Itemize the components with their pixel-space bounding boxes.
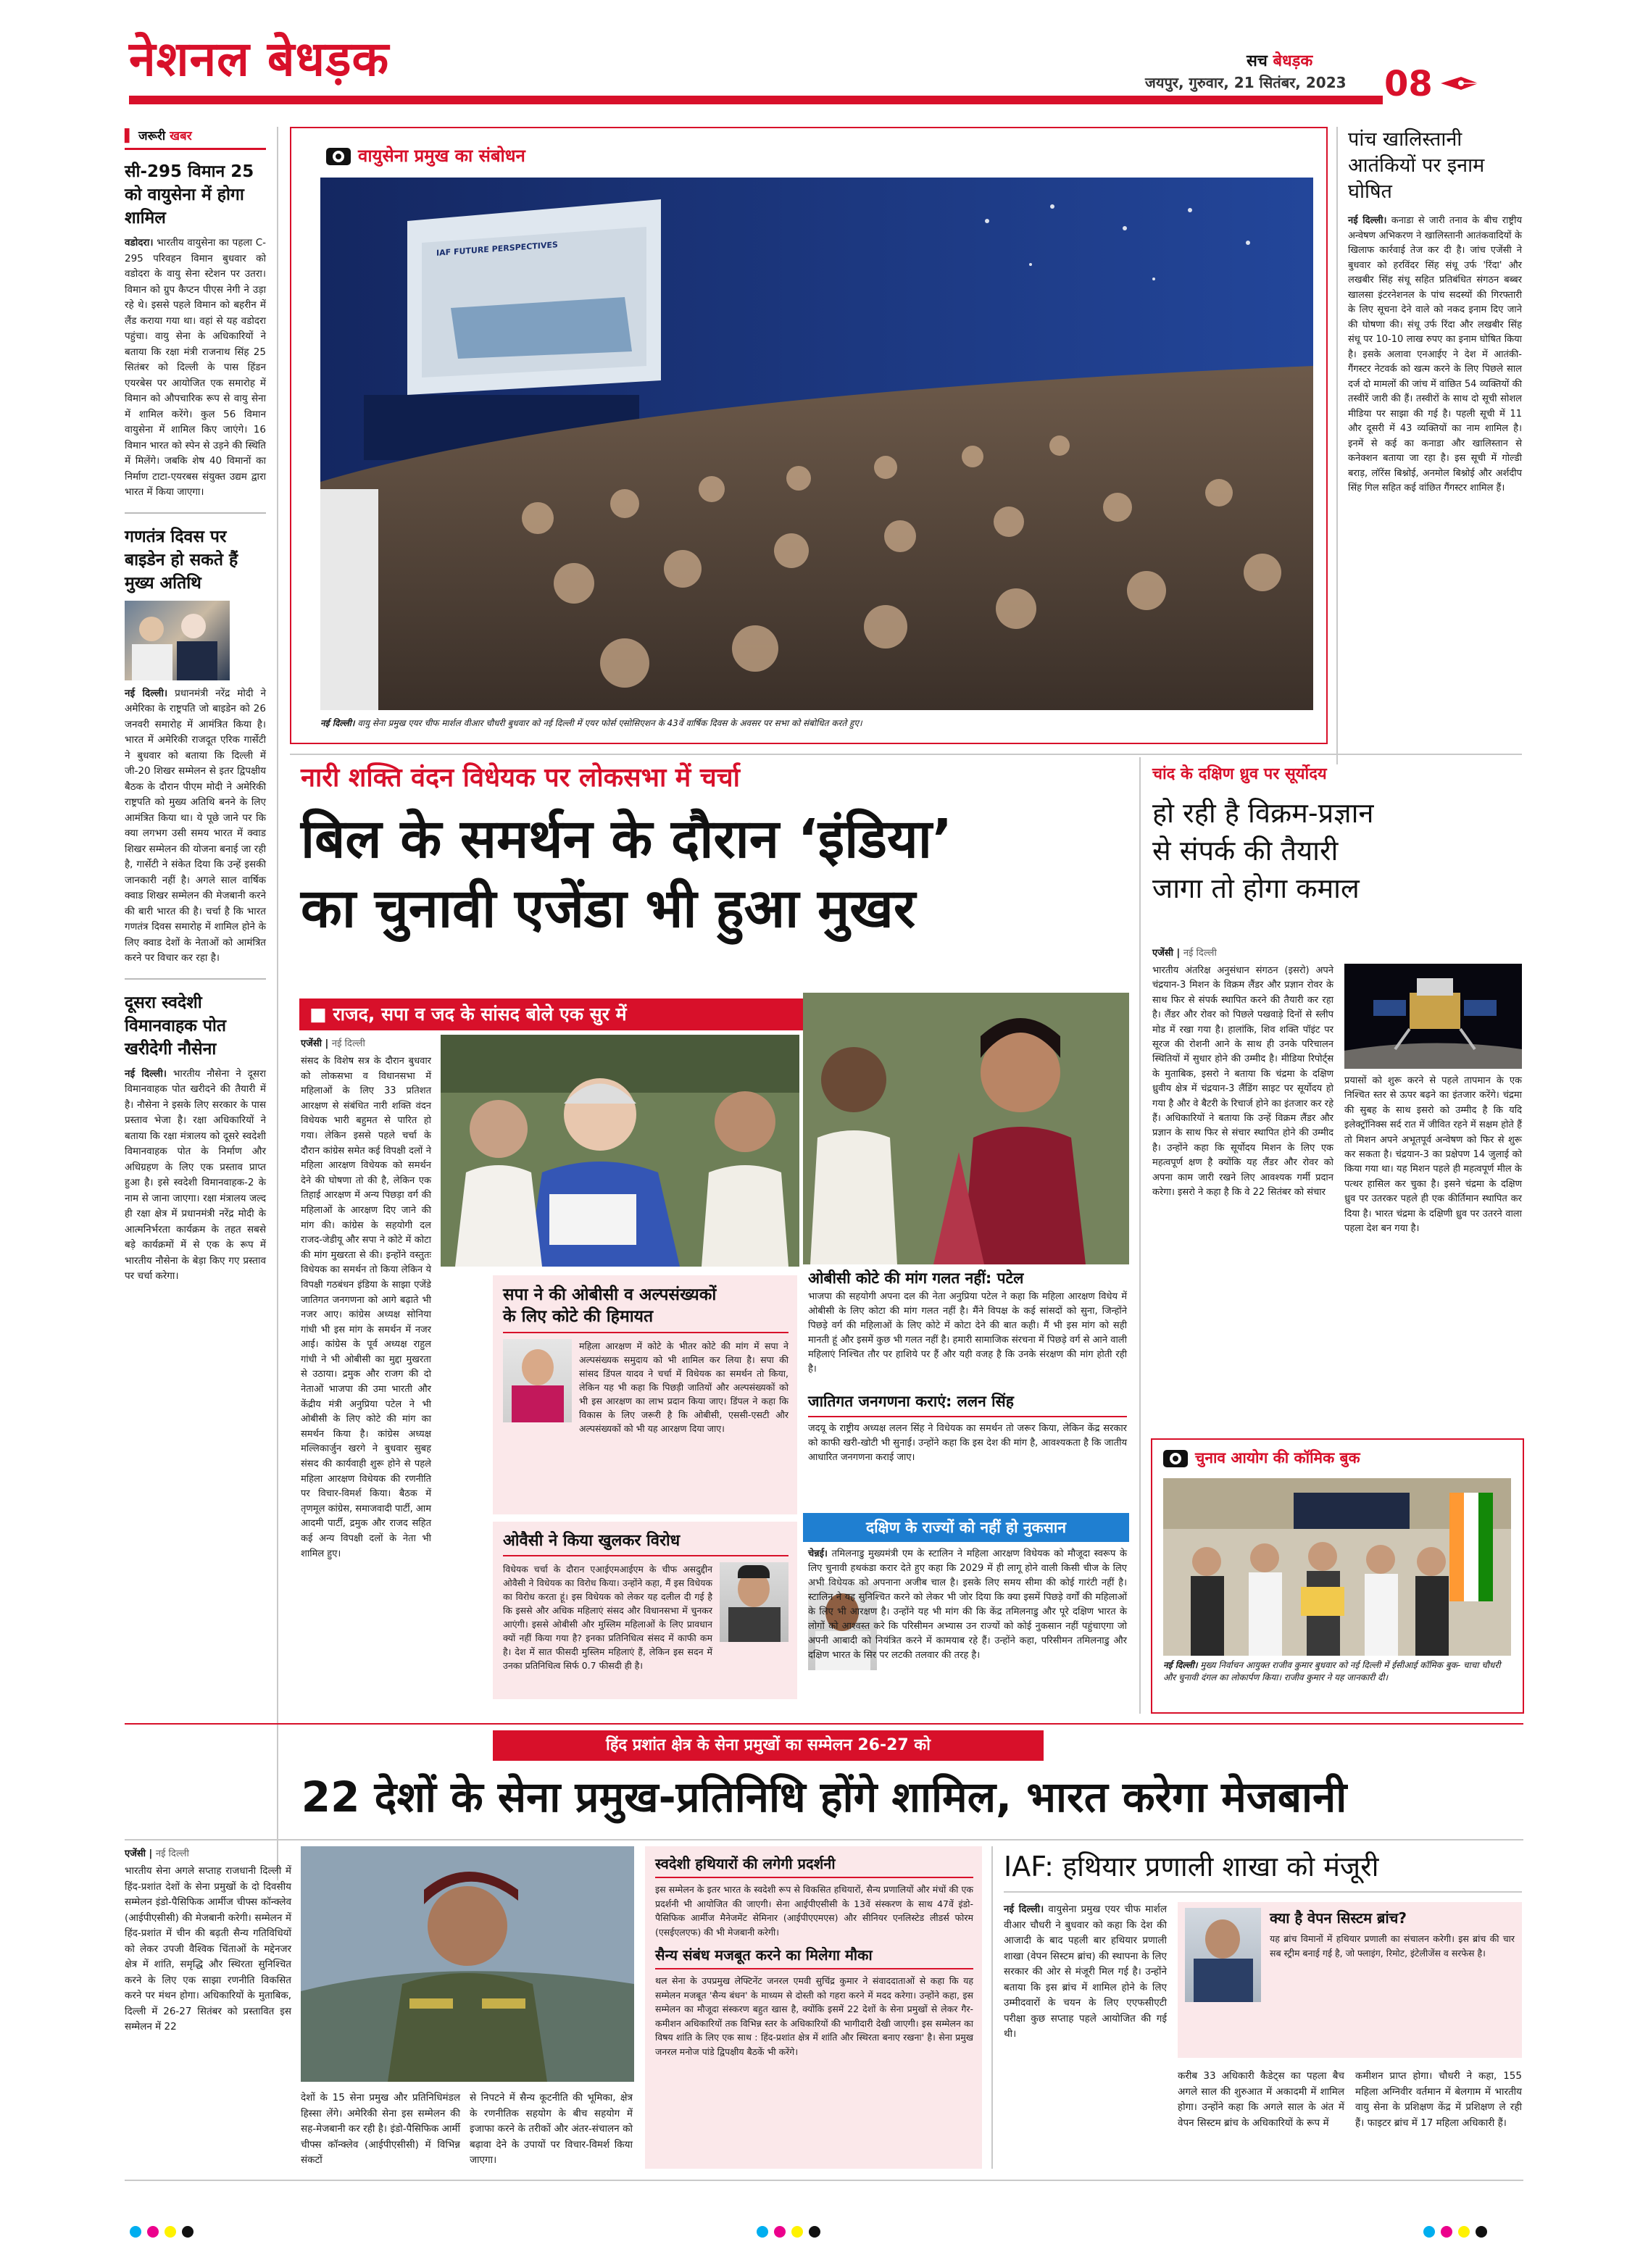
column-divider xyxy=(1336,127,1338,764)
summit-byline: एजेंसी | नई दिल्ली xyxy=(125,1848,189,1859)
caption-text: मुख्य निर्वाचन आयुक्त राजीव कुमार बुधवार को नई दिल्ली में ईसीआई कॉमिक बुक- चाचा चौधरी और चुनावी दंगल का लोकार्पण किया। राजीव कुमार ने यह जानकारी दी। xyxy=(1163,1660,1501,1683)
byline-city: नई दिल्ली xyxy=(155,1848,189,1859)
story-text: भारतीय नौसेना ने दूसरा विमानवाहक पोत खरीदने की तैयारी में है। नौसेना ने इसके लिए सरकार के पास प्रस्ताव भेजा है। रक्षा अधिकारियों ने बताया कि रक्षा मंत्रालय को दूसरे स्वदेशी विमानवाहक पोत के निर्माण और अधिग्रहण के लिए एक प्रस्ताव प्राप्त हुआ है। इसे स्वदेशी विमानवाहक-2 के नाम से जाना जाएगा। रक्षा मंत्रालय जल्द ही रक्षा क्षेत्र में प्रधानमंत्री नरेंद्र मोदी के आत्मनिर्भरता कार्यक्रम के तहत सबसे बड़े कार्यक्रमों में से एक के रूप में भारतीय नौसेना के बेड़ा किए गए प्रस्ताव पर चर्चा करेगा। xyxy=(125,1067,266,1282)
byline-city: नई दिल्ली xyxy=(1183,948,1217,959)
story-text: वायुसेना प्रमुख एयर चीफ मार्शल वीआर चौधरी ने बुधवार को कहा कि देश की आजादी के बाद पहली बार हथियार प्रणाली शाखा (वेपन सिस्टम ब्रांच) की स्थापना के लिए सरकार की ओर से मंजूरी मिल गई है। उन्होंने बताया कि इस ब्रांच में शामिल होने के लिए उम्मीदवारों के चयन के लिए एएफसीएटी परीक्षा कुछ सप्ताह पहले आयोजित की गई थी। xyxy=(1004,1904,1167,2040)
biden-modi-photo xyxy=(125,601,230,680)
photo-label-text: वायुसेना प्रमुख का संबोधन xyxy=(358,146,525,166)
footer-rule xyxy=(125,2180,1523,2181)
summit-box1-body: इस सम्मेलन के इतर भारत के स्वदेशी रूप से विकसित हथियारों, सैन्य प्रणालियों और मंचों की एक प्रदर्शनी भी आयोजित की जाएगी। सेना आईपीएसीसी के 13वें संस्करण के साथ 47वें इंडो-पैसिफिक आर्मीज मैनेजमेंट सेमिनार (आईपीएएमएस) और सीनियर एनलिस्टेड लीडर्स फोरम (एसईएलएफ) की भी मेजबानी करेगी। xyxy=(655,1884,973,1938)
section-rule xyxy=(125,1839,1523,1840)
page-number: 08 xyxy=(1384,64,1433,104)
owaisi-body: विधेयक चर्चा के दौरान एआईएमआईएम के चीफ असदुद्दीन ओवैसी ने विधेयक का विरोध किया। उन्होंने कहा, मैं इस विधेयक का विरोध करता हूं। इस विधेयक को लेकर यह दलील दी गई है कि इससे और अधिक महिलाएं संसद और विधानसभा में चुनकर आएंगी। इससे ओबीसी और मुस्लिम महिलाओं के लिए प्रावधान क्यों नहीं किया गया है? इनका प्रतिनिधित्व संसद में काफी कम है। देश में सात फीसदी मुस्लिम महिलाएं हैं, लेकिन इस सदन में उनका प्रतिनिधित्व सिर्फ 0.7 फीसदी ही है। xyxy=(503,1564,712,1671)
byline-agency: एजेंसी xyxy=(301,1038,322,1049)
masthead-brand xyxy=(1247,49,1312,71)
photo-top-caption xyxy=(320,717,1313,730)
story-body xyxy=(125,686,266,967)
lead-kicker: नारी शक्ति वंदन विधेयक पर लोकसभा में चर्चा xyxy=(301,763,740,793)
moon-headline-line-3: जागा तो होगा कमाल xyxy=(1152,872,1360,904)
sidebar-story-3 xyxy=(125,991,266,1285)
summit-box1-headline: स्वदेशी हथियारों की लगेगी प्रदर्शनी xyxy=(655,1854,973,1878)
registration-marks-left xyxy=(127,2226,196,2240)
iaf-col-1 xyxy=(1004,1902,1167,2043)
section-rule xyxy=(290,754,1522,755)
yellow-dot xyxy=(165,2226,176,2238)
black-dot xyxy=(1476,2226,1487,2238)
sidebar-label-a: जरूरी xyxy=(138,129,166,143)
dimple-yadav-photo xyxy=(503,1339,572,1422)
south-body xyxy=(808,1547,1127,1663)
byline-agency: एजेंसी xyxy=(125,1848,146,1859)
story-dateline: नई दिल्ली। xyxy=(1348,215,1387,226)
brand-word-a: सच xyxy=(1247,52,1268,70)
story-dateline: चेन्नई। xyxy=(808,1548,828,1559)
moon-byline: एजेंसी | नई दिल्ली xyxy=(1152,948,1217,959)
iaf-box-body: यह ब्रांच विमानों में हथियार प्रणाली का संचालन करेगी। इस ब्रांच की चार सब स्ट्रीम बनाई गई है, जो फ्लाइंग, रिमोट, इंटेलीजेंस व सरफेस है। xyxy=(1270,1933,1515,1959)
anupriya-patel-photo xyxy=(803,993,1129,1264)
cyan-dot xyxy=(1423,2226,1435,2238)
byline-agency: एजेंसी xyxy=(1152,948,1173,959)
lead-headline xyxy=(301,804,1120,943)
iaf-officer-photo xyxy=(1185,1908,1261,2002)
moon-body-b: प्रयासों को शुरू करने से पहले तापमान के एक निश्चित स्तर से ऊपर बढ़ने का इंतजार करेंगे। चंद्रमा की सुबह के साथ इसरो को उम्मीद है कि यदि इलेक्ट्रॉनिक्स सर्द रात में जीवित रहने में सक्षम होते हैं तो मिशन अपने अभूतपूर्व अन्वेषण को फिर से शुरू कर सकता है। चंद्रयान-3 का प्रक्षेपण 14 जुलाई को किया गया था। यह मिशन पहले ही महत्वपूर्ण मील के पत्थर हासिल कर चुका है। इसने चंद्रमा के दक्षिण ध्रुव पर उतरकर पहले ही एक कीर्तिमान स्थापित कर दिया है। भारत चंद्रमा के दक्षिणी ध्रुव पर उतरने वाला पहला देश बन गया है। xyxy=(1344,1075,1522,1235)
iaf-col-3: कमीशन प्राप्त होगा। चौधरी ने कहा, 155 महिला अग्निवीर वर्तमान में बेलगाम में भारतीय वायु सेना के प्रशिक्षण केंद्र में प्रशिक्षण ले रही हैं। फाइटर ब्रांच में 17 महिला अधिकारी हैं। xyxy=(1355,2070,1522,2129)
ec-label-text: चुनाव आयोग की कॉमिक बुक xyxy=(1195,1449,1360,1467)
summit-kicker: हिंद प्रशांत क्षेत्र के सेना प्रमुखों का सम्मेलन 26-27 को xyxy=(493,1730,1044,1761)
caption-text: वायु सेना प्रमुख एयर चीफ मार्शल वीआर चौधरी बुधवार को नई दिल्ली में एयर फोर्स एसोसिएशन के 43वें वार्षिक दिवस के अवसर पर सभा को संबोधित करते हुए। xyxy=(357,718,862,728)
sidebar xyxy=(125,127,266,1888)
story-body xyxy=(125,1067,266,1285)
photo-top-label xyxy=(326,143,525,167)
column-divider xyxy=(277,127,278,1880)
summit-headline: 22 देशों के सेना प्रमुख-प्रतिनिधि होंगे शामिल, भारत करेगा मेजबानी xyxy=(301,1772,1347,1822)
sp-headline-line-2: के लिए कोटे की हिमायत xyxy=(503,1307,654,1326)
story-text: कनाडा से जारी तनाव के बीच राष्ट्रीय अन्वेषण अभिकरण ने खालिस्तानी आतंकवादियों के खिलाफ कार्रवाई तेज कर दी है। जांच एजेंसी ने बुधवार को हरविंदर सिंह संधू उर्फ 'रिंदा' और लखबीर सिंह संधू सहित प्रतिबंधित संगठन बब्बर खालसा इंटरनेशनल के पांच सदस्यों की गिरफ्तारी के लिए सूचना देने वाले को नकद इनाम दिए जाने की घोषणा की। संधू उर्फ रिंदा और लखबीर सिंह संधू पर 10-10 लाख रुपए का इनाम घोषित किया है। इसके अलावा एनआईए ने देश में आतंकी-गैंगस्टर नेटवर्क को खत्म करने के लिए पिछले साल दर्ज दो मामलों की जांच में वांछित 54 व्यक्तियों की तस्वीरें जारी की हैं। तस्वीरों के साथ दो सूची सोशल मीडिया पर साझा की गई है। पहली सूची में 11 और दूसरी में 43 व्यक्तियों का नाम शामिल है। इनमें से कई का कनाडा और खालिस्तान से कनेक्शन बताया जा रहा है। इस सूची में गोल्डी बराड़, लॉरेंस बिश्नोई, अनमोल बिश्नोई और अर्शदीप सिंह गिल सहित कई वांछित गैंगस्टर शामिल हैं। xyxy=(1348,215,1522,493)
sidebar-label xyxy=(125,127,266,150)
south-banner: दक्षिण के राज्यों को नहीं हो नुकसान xyxy=(803,1513,1129,1542)
moon-body-a: भारतीय अंतरिक्ष अनुसंधान संगठन (इसरो) अपने चंद्रयान-3 मिशन के विक्रम लैंडर और प्रज्ञान रोवर के साथ फिर से संपर्क स्थापित करने की तैयारी कर रहा है। लैंडर और रोवर को पिछले पखवाड़े दिनों से स्लीप मोड में रखा गया है। हालांकि, शिव शक्ति पॉइंट पर सूरज की रोशनी आने के साथ ही उनके परिचालन स्थितियों में सुधार होने की उम्मीद है। मीडिया रिपोर्ट्स के मुताबिक, इसरो ने बताया कि चंद्रमा के दक्षिण ध्रुवीय क्षेत्र में चंद्रयान-3 लैंडिंग साइट पर सूर्योदय हो गया है और वे बैटरी के रिचार्ज होने का इंतजार कर रहे हैं। अधिकारियों ने बताया कि उन्हें विक्रम लैंडर और प्रज्ञान के साथ फिर से संचार स्थापित होने की उम्मीद है। उन्होंने कहा कि सूर्योदय मिशन के लिए एक महत्वपूर्ण क्षण है क्योंकि यह लैंडर और रोवर को अपना काम जारी रखने लिए आवश्यक गर्मी प्रदान करेगा। इसरो ने कहा है कि वे 22 सितंबर को संचार xyxy=(1152,965,1333,1198)
column-divider xyxy=(991,1846,993,2169)
sub-banner-text: राजद, सपा व जद के सांसद बोले एक सुर में xyxy=(333,1004,627,1025)
iaf-headline: IAF: हथियार प्रणाली शाखा को मंजूरी xyxy=(1004,1846,1522,1893)
cyan-dot xyxy=(130,2226,141,2238)
army-officer-photo xyxy=(301,1846,634,2082)
yellow-dot xyxy=(791,2226,803,2238)
summit-col-3: से निपटने में सैन्य कूटनीति की भूमिका, क्षेत्र के रणनीतिक सहयोग के बीच सहयोग में इजाफा करने के तरीकों और अंतर-संचालन को बढ़ावा देने के उपायों पर विचार-विमर्श किया जाएगा। xyxy=(470,2092,633,2166)
magenta-dot xyxy=(147,2226,159,2238)
moon-headline xyxy=(1152,794,1522,907)
brand-word-b: बेधड़क xyxy=(1273,52,1313,70)
lead-byline: एजेंसी | नई दिल्ली xyxy=(301,1038,365,1049)
summit-col-2: देशों के 15 सेना प्रमुख और प्रतिनिधिमंडल हिस्सा लेंगे। अमेरिकी सेना इस सम्मेलन की सह-मेजबानी कर रही है। इंडो-पैसिफिक आर्मी चीफ्स कॉन्क्लेव (आईपीएसीसी) में विभिन्न संकटों xyxy=(301,2092,460,2166)
masthead-date: जयपुर, गुरुवार, 21 सितंबर, 2023 xyxy=(1145,74,1347,91)
magenta-dot xyxy=(1441,2226,1452,2238)
cyan-dot xyxy=(757,2226,768,2238)
lunar-lander-photo xyxy=(1344,964,1522,1069)
patel-body: भाजपा की सहयोगी अपना दल की नेता अनुप्रिया पटेल ने कहा कि महिला आरक्षण विधेय में ओबीसी के लिए कोटा की मांग गलत नहीं है। मैंने विपक्ष के कई सांसदों को सुना, जिन्होंने पिछड़े वर्ग की महिलाओं के लिए कोटे में कोटा देने की बात कही। मैं भी इस मांग को सही मानती हूं और इसमें कुछ भी गलत नहीं है। हमारी सामाजिक संरचना में पिछड़े वर्ग से आने वाली महिलाएं निश्चित तौर पर हाशिये पर हैं और यही वजह है कि उनके संरक्षण की मांग होती रही है। xyxy=(808,1291,1127,1375)
lead-headline-line-1: बिल के समर्थन के दौरान ‘इंडिया’ xyxy=(301,808,953,870)
square-bullet-icon: ■ xyxy=(309,1004,327,1025)
sp-body: महिला आरक्षण में कोटे के भीतर कोटे की मांग में सपा ने अल्पसंख्यक समुदाय को भी शामिल कर लिया है। सपा की सांसद डिंपल यादव ने चर्चा में विधेयक का समर्थन तो किया, लेकिन यह भी कहा कि पिछड़ी जातियों और अल्पसंख्यकों को भी इस आरक्षण का लाभ प्रदान किया जाए। डिंपल ने कहा कि विकास के लिए जरूरी है कि ओबीसी, एससी-एसटी और अल्पसंख्यकों को भी यह आरक्षण दिया जाए। xyxy=(579,1341,788,1434)
ec-caption xyxy=(1163,1659,1511,1684)
iaf-box xyxy=(1178,1902,1522,2058)
sp-box xyxy=(493,1275,797,1514)
sidebar-story-1 xyxy=(125,160,266,501)
story-headline: दूसरा स्वदेशी विमानवाहक पोत खरीदेगी नौसेना xyxy=(125,993,226,1059)
column-divider xyxy=(1139,757,1141,1714)
caption-dateline: नई दिल्ली। xyxy=(1163,1660,1198,1670)
patel-headline: ओबीसी कोटे की मांग गलत नहीं: पटेल xyxy=(808,1270,1024,1287)
summit-box2-headline: सैन्य संबंध मजबूत करने का मिलेगा मौका xyxy=(655,1945,973,1969)
moon-headline-line-1: हो रही है विक्रम-प्रज्ञान xyxy=(1152,797,1374,829)
story-headline: सी-295 विमान 25 को वायुसेना में होगा शामिल xyxy=(125,162,254,228)
owaisi-box xyxy=(493,1522,797,1699)
khalistan-headline: पांच खालिस्तानी आतंकियों पर इनाम घोषित xyxy=(1348,128,1485,203)
moon-headline-line-2: से संपर्क की तैयारी xyxy=(1152,835,1339,867)
story-dateline: नई दिल्ली। xyxy=(125,1067,167,1080)
sidebar-story-2 xyxy=(125,525,266,967)
yellow-dot xyxy=(1458,2226,1470,2238)
auditorium-photo xyxy=(320,178,1313,710)
summit-box2-body: थल सेना के उपप्रमुख लेफ्टिनेंट जनरल एमवी सुचिंद्र कुमार ने संवाददाताओं से कहा कि यह सम्मेलन मजबूत 'सैन्य बंधन' के माध्यम से दोस्ती को गहरा करने में मदद करेगा। उन्होंने कहा, इस सम्मेलन का मौजूदा संस्करण बहुत खास है, क्योंकि इसमें 22 देशों के सेना प्रमुखों से लेकर गैर-कमीशन अधिकारियों तक विभिन्न स्तर के अधिकारियों की भागीदारी देखी जाएगी। इस सम्मेलन का विषय शांति के लिए एक साथ : हिंद-प्रशांत क्षेत्र में शांति और स्थिरता बनाए रखना' है। सेना प्रमुख जनरल मनोज पांडे द्विपक्षीय बैठकें भी करेंगे। xyxy=(655,1975,973,2057)
lead-sub-banner xyxy=(299,998,810,1030)
pen-nib-icon xyxy=(1439,72,1480,94)
sonia-gandhi-photo xyxy=(441,1035,799,1267)
story-body xyxy=(125,235,266,501)
masthead-title: नेशनल बेधड़क xyxy=(129,31,390,87)
story-text: तमिलनाडु मुख्यमंत्री एम के स्टालिन ने महिला आरक्षण विधेयक को मौजूदा स्वरूप के लिए चुनावी हथकंडा करार देते हुए कहा कि 2029 में ही लागू होने वाली किसी चीज के लिए अभी विधेयक को अपनाना अजीब चाल है। इसके लिए समय सीमा की कोई गारंटी नहीं है। स्टालिन ने यह सुनिश्चित करने को लेकर भी जोर दिया कि क्या इसमें पिछड़े वर्गों की महिलाओं के लिए भी आरक्षण है। उन्होंने यह भी मांग की कि केंद्र तमिलनाडु और पूरे दक्षिण भारत के लोगों को आश्वस्त करे कि परिसीमन अभ्यास उन राज्यों को कोई नुकसान नहीं पहुंचाएगा जो अपनी आबादी को नियंत्रित करने में कामयाब रहे हैं। उन्होंने कहा, परिसीमन तमिलनाडु और दक्षिण भारत के सिर पर लटकी तलवार की तरह है। xyxy=(808,1548,1127,1661)
summit-col-1: भारतीय सेना अगले सप्ताह राजधानी दिल्ली में हिंद-प्रशांत देशों के सेना प्रमुखों के दो दिवसीय सम्मेलन इंडो-पैसिफिक आर्मीज चीफ्स कॉन्क्लेव (आईपीएसीसी) की मेजबानी करेगी। सम्मेलन में हिंद-प्रशांत में चीन की बढ़ती सैन्य गतिविधियों को लेकर उपजी वैश्विक चिंताओं के मद्देनजर क्षेत्र में शांति, समृद्धि और स्थिरता सुनिश्चित करने के लिए एक साझा रणनीति विकसित करने पर मंथन होगा। अधिकारियों के मुताबिक, दिल्ली में 26-27 सितंबर को प्रस्तावित इस सम्मेलन में 22 xyxy=(125,1865,291,2033)
khalistan-body xyxy=(1348,214,1522,496)
lalan-body: जदयू के राष्ट्रीय अध्यक्ष ललन सिंह ने विधेयक का समर्थन तो जरूर किया, लेकिन केंद्र सरकार को काफी खरी-खोटी भी सुनाई। उन्होंने कहा कि इस देश की मांग है, आवश्यकता है कि जातीय आधारित जनगणना कराई जाए। xyxy=(808,1423,1127,1463)
masthead xyxy=(0,0,1627,109)
masthead-red-rule xyxy=(129,96,1383,104)
story-dateline: नई दिल्ली। xyxy=(125,687,168,699)
black-dot xyxy=(182,2226,194,2238)
owaisi-headline: ओवैसी ने किया खुलकर विरोध xyxy=(503,1529,788,1556)
moon-kicker: चांद के दक्षिण ध्रुव पर सूर्योदय xyxy=(1152,765,1327,783)
lalan-headline: जातिगत जनगणना कराएं: ललन सिंह xyxy=(808,1391,1127,1417)
story-text: प्रधानमंत्री नरेंद्र मोदी ने अमेरिका के राष्ट्रपति जो बाइडेन को 26 जनवरी समारोह में आमंत्रित किया है। भारत में अमेरिकी राजदूत एरिक गार्सेटी ने बुधवार को बताया कि दिल्ली में जी-20 शिखर सम्मेलन से इतर द्विपक्षीय बैठक के दौरान पीएम मोदी ने अमेरिकी राष्ट्रपति को मुख्य अतिथि बनने के लिए आमंत्रित किया था। ये पूछे जाने पर कि क्या लगभग उसी समय भारत में क्वाड शिखर सम्मेलन की योजना बनाई जा रही है, गार्सेटी ने संकेत दिया कि उन्हें इसकी जानकारी नहीं है। अगले साल वार्षिक क्वाड शिखर सम्मेलन की मेजबानी करने की बारी भारत की है। चर्चा है कि भारत गणतंत्र दिवस समारोह में शामिल होने के लिए क्वाड देशों के नेताओं को आमंत्रित करने पर विचार कर रहा है। xyxy=(125,687,267,964)
sp-headline xyxy=(503,1284,788,1333)
byline-city: नई दिल्ली xyxy=(331,1038,365,1049)
slide-title: IAF FUTURE PERSPECTIVES xyxy=(436,240,558,258)
lead-headline-line-2: का चुनावी एजेंडा भी हुआ मुखर xyxy=(301,877,916,940)
section-rule xyxy=(125,1723,1523,1725)
sidebar-arrow-icon: ▌ xyxy=(125,129,135,143)
iaf-box-headline: क्या है वेपन सिस्टम ब्रांच? xyxy=(1270,1909,1407,1927)
story-text: भारतीय वायुसेना का पहला C-295 परिवहन विमान बुधवार को वडोदरा के वायु सेना स्टेशन पर उतरा। विमान को ग्रुप कैप्टन पीएस नेगी ने उड़ा रहे थे। इससे पहले विमान को बहरीन में लैंड कराया गया था। वहां से यह वडोदरा पहुंचा। वायु सेना के अधिकारियों ने बताया कि रक्षा मंत्री राजनाथ सिंह 25 सितंबर को दिल्ली के पास हिंडन एयरबेस पर आयोजित एक समारोह में विमान को औपचारिक रूप से वायु सेना में शामिल करेंगे। कुल 56 विमान वायुसेना में शामिल किए जाएंगे। 16 विमान भारत को स्पेन से उड़ने की स्थिति में मिलेंगे। जबकि शेष 40 विमानों का निर्माण टाटा-एयरबस संयुक्त उद्यम द्वारा भारत में किया जाएगा। xyxy=(125,237,266,498)
camera-icon xyxy=(326,148,351,165)
ec-comic-photo xyxy=(1163,1478,1511,1656)
black-dot xyxy=(809,2226,820,2238)
iaf-col-2: करीब 33 अधिकारी कैडेट्स का पहला बैच अगले साल की शुरुआत में अकादमी में शामिल होगा। उन्होंने कहा कि अगले साल के अंत में वेपन सिस्टम ब्रांच के अधिकारियों के रूप में xyxy=(1178,2070,1344,2129)
ec-label xyxy=(1163,1448,1360,1468)
story-dateline: नई दिल्ली। xyxy=(1004,1904,1044,1915)
sidebar-label-b: खबर xyxy=(170,129,192,143)
khalistan-story xyxy=(1348,127,1522,496)
registration-marks-center xyxy=(754,2226,823,2240)
caption-dateline: नई दिल्ली। xyxy=(320,718,355,728)
sp-headline-line-1: सपा ने की ओबीसी व अल्पसंख्यकों xyxy=(503,1285,717,1304)
owaisi-photo xyxy=(720,1562,788,1642)
lead-body: संसद के विशेष सत्र के दौरान बुधवार को लोकसभा व विधानसभा में महिलाओं के लिए 33 प्रतिशत आरक्षण से संबंधित नारी शक्ति वंदन विधेयक भारी बहुमत से पारित हो गया। लेकिन इससे पहले चर्चा के दौरान कांग्रेस समेत कई विपक्षी दलों ने महिला आरक्षण विधेयक को समर्थन देने की घोषणा तो की है, लेकिन एक तिहाई आरक्षण में अन्य पिछड़ा वर्ग की महिलाओं के आरक्षण दिए जाने की मांग की। कांग्रेस के सहयोगी दल राजद-जेडीयू और सपा ने कोटे में कोटा की मांग मुखरता से की। इन्होंने वस्तुतः विधेयक का समर्थन तो किया लेकिन ये विपक्षी गठबंधन इंडिया के साझा एजेंडे जातिगत जनगणना को आगे बढ़ाते भी नजर आए। कांग्रेस अध्यक्ष सोनिया गांधी भी इस मांग के समर्थन में नजर आई। कांग्रेस के पूर्व अध्यक्ष राहुल गांधी ने भी ओबीसी का मुद्दा मुखरता से उठाया। द्रमुक और राजग की दो नेताओं भाजपा की उमा भारती और केंद्रीय मंत्री अनुप्रिया पटेल ने भी ओबीसी के लिए कोटे की मांग का समर्थन किया है। कांग्रेस अध्यक्ष मल्लिकार्जुन खरगे ने बुधवार सुबह संसद की कार्यवाही शुरू होने से पहले महिला आरक्षण विधेयक की रणनीति पर विचार-विमर्श किया। बैठक में तृणमूल कांग्रेस, समाजवादी पार्टी, आम आदमी पार्टी, द्रमुक और राजद सहित कई अन्य विपक्षी दलों के नेता भी शामिल हुए। xyxy=(301,1056,431,1559)
magenta-dot xyxy=(774,2226,786,2238)
summit-box xyxy=(645,1846,982,2169)
story-headline: गणतंत्र दिवस पर बाइडेन हो सकते हैं मुख्य अतिथि xyxy=(125,527,238,593)
registration-marks-right xyxy=(1420,2226,1490,2240)
story-dateline: वडोदरा। xyxy=(125,237,154,249)
camera-icon xyxy=(1163,1450,1188,1467)
